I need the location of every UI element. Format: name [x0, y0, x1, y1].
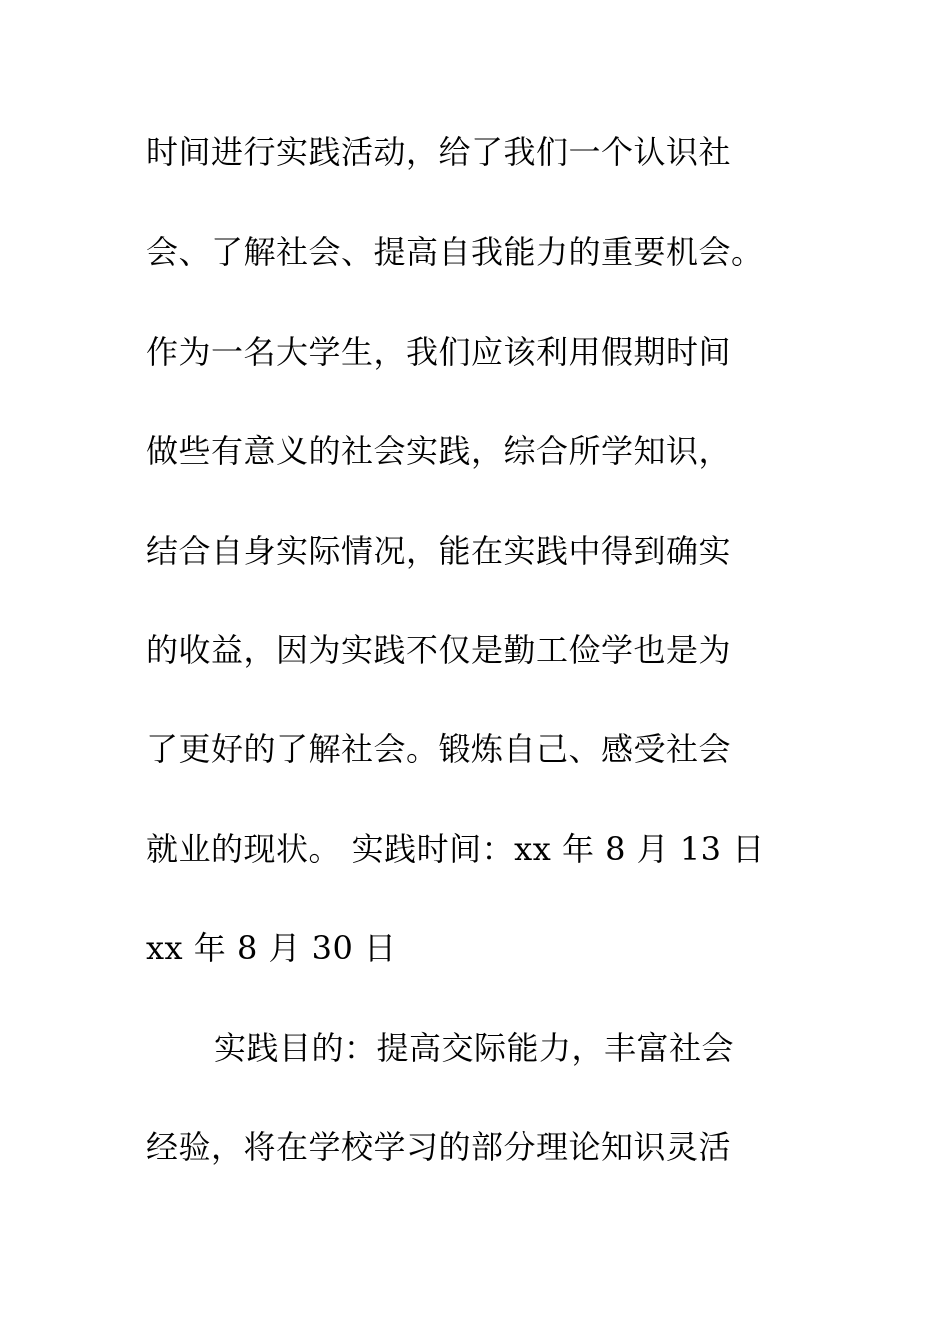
body-text-line: 会、了解社会、提高自我能力的重要机会。	[146, 233, 764, 271]
body-text-line: 结合自身实际情况，能在实践中得到确实	[146, 532, 732, 570]
body-text-line: 经验，将在学校学习的部分理论知识灵活	[146, 1128, 732, 1166]
body-text-line: 就业的现状。 实践时间：xx 年 8 月 13 日	[146, 830, 765, 868]
body-text-line: 的收益，因为实践不仅是勤工俭学也是为	[146, 631, 732, 669]
body-text-line: 时间进行实践活动，给了我们一个认识社	[146, 133, 732, 171]
paragraph-start-line: 实践目的：提高交际能力，丰富社会	[214, 1029, 735, 1067]
body-text-line: xx 年 8 月 30 日	[146, 929, 397, 967]
body-text-line: 做些有意义的社会实践，综合所学知识，	[146, 432, 732, 470]
body-text-line: 了更好的了解社会。锻炼自己、感受社会	[146, 730, 732, 768]
body-text-line: 作为一名大学生，我们应该利用假期时间	[146, 333, 732, 371]
